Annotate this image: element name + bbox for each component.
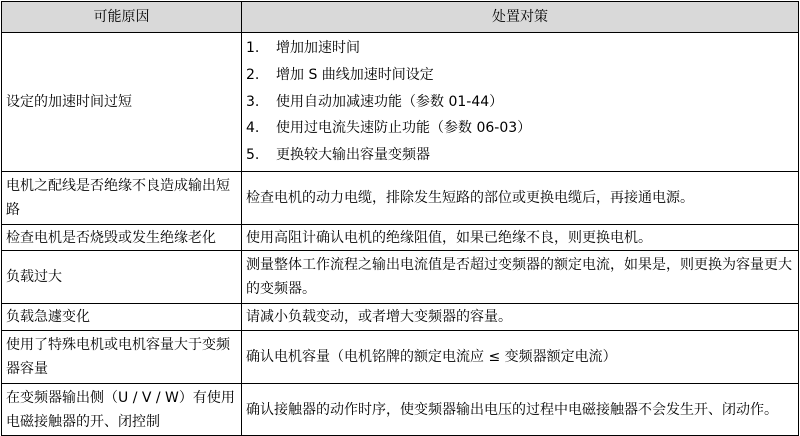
table-row: [2, 33, 799, 172]
action-steps-list: [246, 35, 794, 169]
cause-cell: 检查电机是否烧毁或发生绝缘老化: [2, 225, 242, 251]
step-text: 更换较大输出容量变频器: [276, 147, 430, 164]
action-cell: 使用高阻计确认电机的绝缘阻值，如果已绝缘不良，则更换电机。: [242, 225, 799, 251]
step-text: 使用自动加减速功能（参数 01-44）: [276, 93, 504, 110]
action-cell: 检查电机的动力电缆，排除发生短路的部位或更换电缆后，再接通电源。: [242, 172, 799, 225]
cause-cell: 负载过大: [2, 251, 242, 304]
table-row: [2, 251, 799, 304]
table-row: [2, 172, 799, 225]
action-step: [246, 62, 794, 89]
table-row: [2, 304, 799, 331]
header-action: 处置对策: [242, 2, 799, 33]
step-number: 5.: [246, 147, 260, 164]
step-text: 增加加速时间: [276, 40, 360, 56]
action-step: [246, 142, 794, 169]
header-row: [2, 2, 799, 33]
action-step: [246, 115, 794, 142]
table-row: [2, 384, 799, 436]
step-text: 使用过电流失速防止功能（参数 06-03）: [276, 120, 532, 137]
action-cell: 请减小负载变动，或者增大变频器的容量。: [242, 304, 799, 331]
action-cell: 测量整体工作流程之输出电流值是否超过变频器的额定电流，如果是，则更换为容量更大的变频器。: [242, 251, 799, 304]
step-number: 3.: [246, 93, 260, 110]
cause-cell: 设定的加速时间过短: [2, 33, 242, 172]
action-cell: 确认接触器的动作时序，使变频器输出电压的过程中电磁接触器不会发生开、闭动作。: [242, 384, 799, 436]
step-number: 4.: [246, 120, 260, 137]
action-cell: 确认电机容量（电机铭牌的额定电流应 ≤ 变频器额定电流）: [242, 331, 799, 384]
cause-cell: 在变频器输出侧（U / V / W）有使用电磁接触器的开、闭控制: [2, 384, 242, 436]
step-text: 增加 S 曲线加速时间设定: [276, 66, 434, 83]
cause-cell: 使用了特殊电机或电机容量大于变频器容量: [2, 331, 242, 384]
cause-cell: 负载急遽变化: [2, 304, 242, 331]
action-step: [246, 35, 794, 62]
action-cell: [242, 33, 799, 172]
table-row: [2, 225, 799, 251]
cause-cell: 电机之配线是否绝缘不良造成输出短路: [2, 172, 242, 225]
table-row: [2, 331, 799, 384]
troubleshooting-table: [1, 1, 799, 436]
action-step: [246, 89, 794, 116]
header-cause: 可能原因: [2, 2, 242, 33]
step-number: 1.: [246, 40, 260, 56]
table-header: [2, 2, 799, 33]
step-number: 2.: [246, 66, 260, 83]
